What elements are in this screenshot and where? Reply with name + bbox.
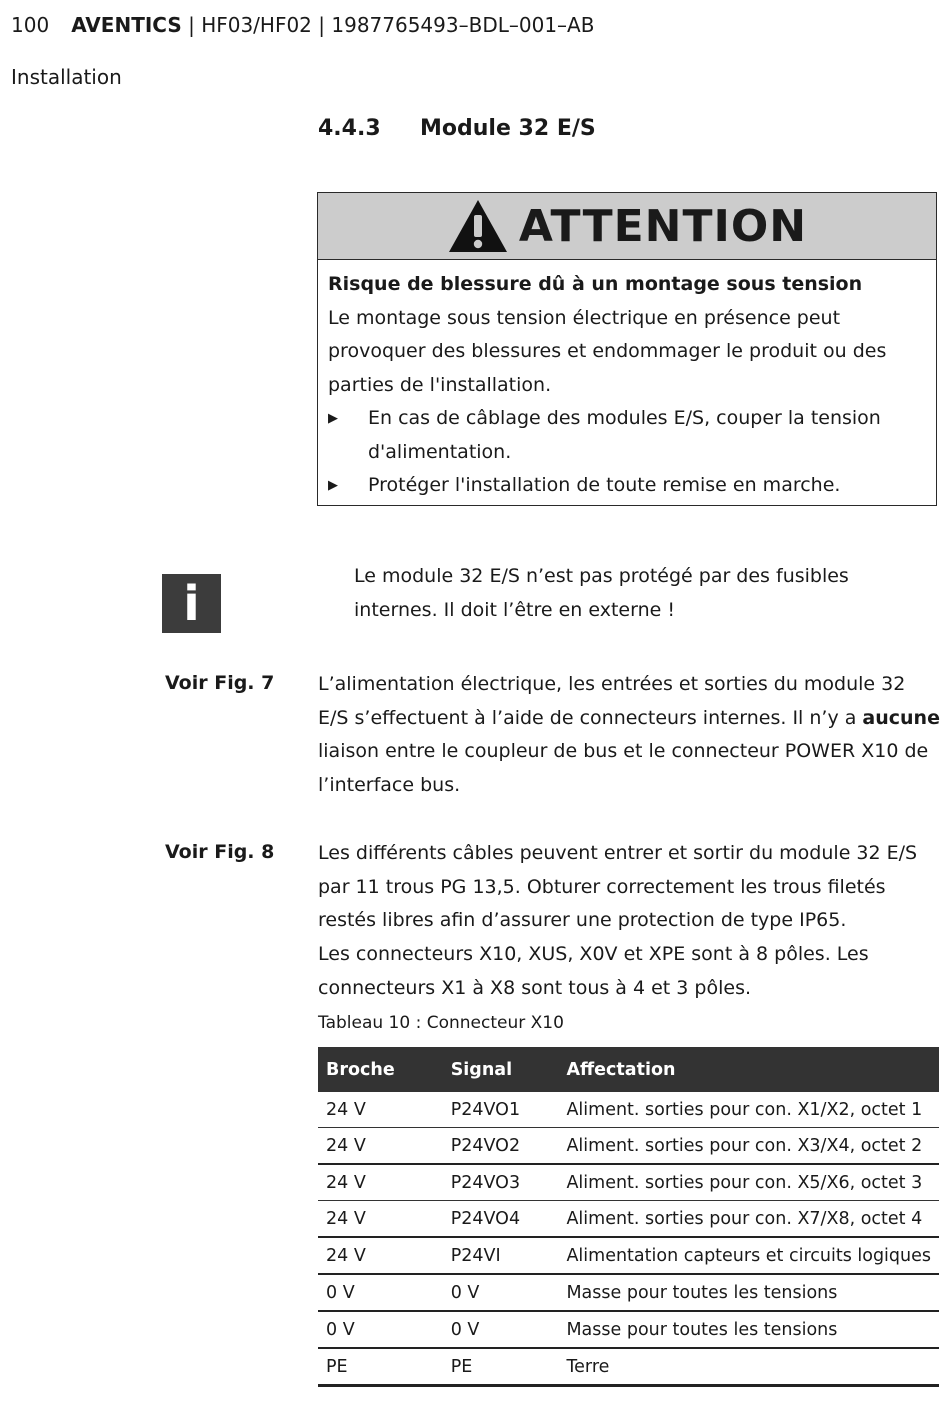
table-cell: P24VO2 <box>443 1128 559 1165</box>
bullet-arrow-icon: ▶ <box>328 411 338 426</box>
warning-triangle-icon <box>447 198 509 254</box>
figure-reference-7: Voir Fig. 7 <box>165 672 275 694</box>
column-header: Affectation <box>558 1047 939 1092</box>
table-row <box>318 1237 939 1274</box>
table-cell: PE <box>443 1348 559 1386</box>
warning-body <box>318 260 936 503</box>
table-row <box>318 1128 939 1165</box>
warning-signal-word: ATTENTION <box>518 200 808 252</box>
table-cell: Masse pour toutes les tensions <box>558 1274 939 1311</box>
table-row <box>318 1164 939 1201</box>
document-reference: | HF03/HF02 | 1987765493–BDL–001–AB <box>181 13 595 37</box>
connector-table <box>318 1047 939 1387</box>
fig8-text-1: Les différents câbles peuvent entrer et sortir du module 32 E/S par 11 trous PG 13,5. Obturer correctement les trous filetés restés libres afin d’assurer une protection de type IP65. <box>318 842 918 932</box>
fig7-text-b: liaison entre le coupleur de bus et le connecteur POWER X10 de l’interface bus. <box>318 740 929 797</box>
warning-text: Le montage sous tension électrique en présence peut provoquer des blessures et endommager le produit ou des parties de l'installation. <box>328 306 887 396</box>
table-cell: Aliment. sorties pour con. X1/X2, octet 1 <box>558 1092 939 1128</box>
fig8-paragraph <box>318 837 940 1006</box>
fig7-text-bold: aucune <box>862 706 940 729</box>
fig8-text-2: Les connecteurs X10, XUS, X0V et XPE sont à 8 pôles. Les connecteurs X1 à X8 sont tous à 4 et 3 pôles. <box>318 943 869 999</box>
table-cell: Masse pour toutes les tensions <box>558 1311 939 1348</box>
table-cell: PE <box>318 1348 443 1386</box>
warning-bullet <box>328 469 926 503</box>
table-cell: P24VO1 <box>443 1092 559 1128</box>
table-cell: 24 V <box>318 1237 443 1274</box>
warning-box <box>317 192 937 506</box>
fig7-paragraph <box>318 668 940 803</box>
table-cell: P24VI <box>443 1237 559 1274</box>
warning-title: Risque de blessure dû à un montage sous tension <box>328 273 863 295</box>
table-cell: 24 V <box>318 1201 443 1238</box>
table-cell: 0 V <box>318 1274 443 1311</box>
info-note-text: Le module 32 E/S n’est pas protégé par des fusibles internes. Il doit l’être en externe ! <box>354 565 849 621</box>
page-header <box>11 13 594 37</box>
table-row <box>318 1092 939 1128</box>
table-cell: P24VO4 <box>443 1201 559 1238</box>
warning-bullet <box>328 402 926 469</box>
table-row <box>318 1311 939 1348</box>
figure-reference-8: Voir Fig. 8 <box>165 841 275 863</box>
table-cell: 24 V <box>318 1128 443 1165</box>
heading-title: Module 32 E/S <box>420 116 596 141</box>
section-heading <box>318 116 596 141</box>
table-header-row <box>318 1047 939 1092</box>
table-cell: 0 V <box>443 1311 559 1348</box>
table-cell: Terre <box>558 1348 939 1386</box>
table-cell: Aliment. sorties pour con. X3/X4, octet 2 <box>558 1128 939 1165</box>
warning-bullet-text: Protéger l'installation de toute remise en marche. <box>368 474 841 496</box>
warning-bullet-text: En cas de câblage des modules E/S, couper la tension d'alimentation. <box>368 407 881 463</box>
column-header: Signal <box>443 1047 559 1092</box>
fig7-text-a: L’alimentation électrique, les entrées et sorties du module 32 E/S s’effectuent à l’aide de connecteurs internes. Il n’y a <box>318 673 906 729</box>
table-cell: P24VO3 <box>443 1164 559 1201</box>
table-row <box>318 1348 939 1386</box>
table-cell: 24 V <box>318 1164 443 1201</box>
table-row <box>318 1274 939 1311</box>
table-row <box>318 1201 939 1238</box>
column-header: Broche <box>318 1047 443 1092</box>
info-icon: i <box>162 574 221 633</box>
table-cell: Aliment. sorties pour con. X7/X8, octet 4 <box>558 1201 939 1238</box>
table-cell: Alimentation capteurs et circuits logiques <box>558 1237 939 1274</box>
heading-number: 4.4.3 <box>318 116 381 141</box>
section-label: Installation <box>11 65 122 89</box>
table-cell: 0 V <box>318 1311 443 1348</box>
table-cell: 0 V <box>443 1274 559 1311</box>
table-caption: Tableau 10 : Connecteur X10 <box>318 1013 564 1033</box>
table-cell: 24 V <box>318 1092 443 1128</box>
brand-name: AVENTICS <box>71 13 182 37</box>
table-cell: Aliment. sorties pour con. X5/X6, octet 3 <box>558 1164 939 1201</box>
warning-header <box>318 193 936 260</box>
page-number: 100 <box>11 13 50 37</box>
bullet-arrow-icon: ▶ <box>328 478 338 493</box>
